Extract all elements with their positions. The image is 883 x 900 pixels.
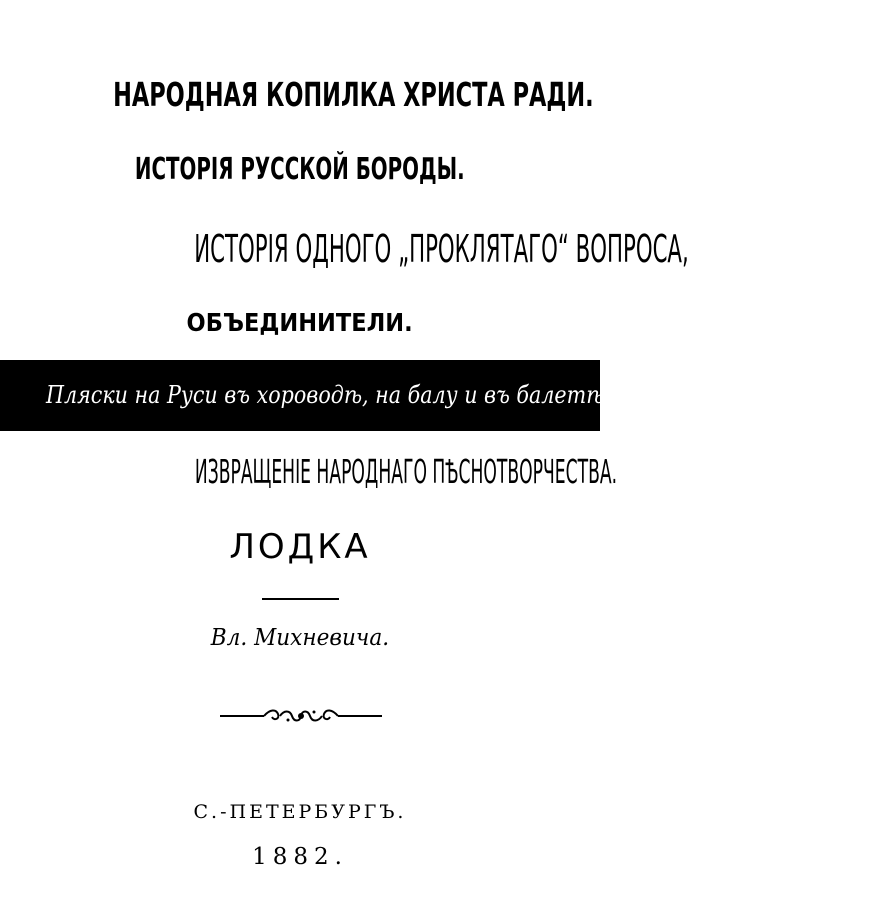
highlighted-title-line: Пляски на Руси въ хороводѣ, на балу и въ балетѣ. [45,381,611,409]
title-line-3: ИСТОРІЯ ОДНОГО „ПРОКЛЯТАГО“ ВОПРОСА, [194,227,689,271]
year-line: 1882. [252,844,348,870]
decorative-scroll-ornament-icon [218,706,384,726]
title-line-6: ИЗВРАЩЕНІЕ НАРОДНАГО ПѢСНОТВОРЧЕСТВА. [194,452,618,491]
title-line-2: ИСТОРІЯ РУССКОЙ БОРОДЫ. [135,152,465,187]
title-line-7: ЛОДКА [229,527,371,567]
title-line-4: ОБЪЕДИНИТЕЛИ. [186,308,414,337]
title-line-1: НАРОДНАЯ КОПИЛКА ХРИСТА РАДИ. [113,75,594,114]
place-line: С.-ПЕТЕРБУРГЪ. [193,801,407,823]
author-line: Вл. Михневича. [210,625,390,651]
divider-rule [262,598,339,600]
